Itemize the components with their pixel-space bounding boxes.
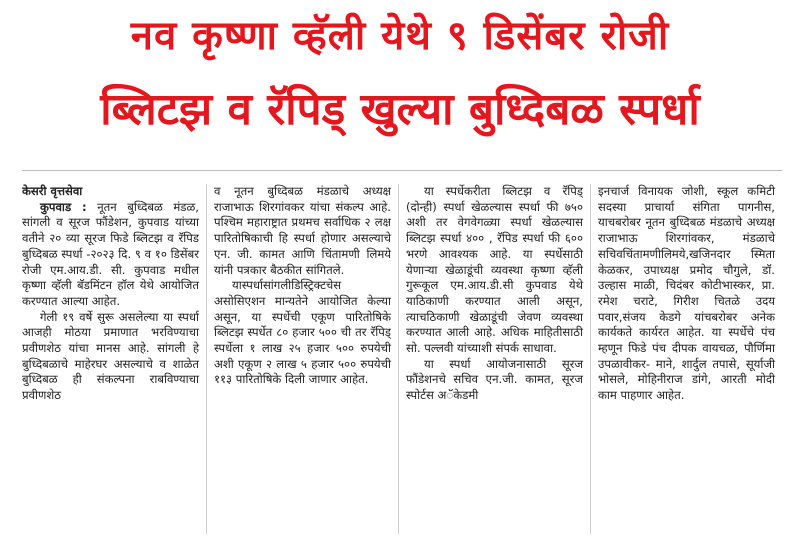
paragraph-text: नूतन बुध्दिबळ मंडळ, सांगली व सूरज फौंडेशन, कुपवाड यांच्या वतीने २० व्या सूरज फिडे ब्लिटझ व रॅपिड बुध्दिबळ स्पर्धा -२०२३ दि. ९ व १० डिसेंबर रोजी एम.आय.डी. सी. कुपवाड मधील कृष्णा व्हॅली बॅडमिंटन हॉल येथे आयोजित करण्यात आल्या आहेत. bbox=[22, 199, 199, 308]
dateline: कुपवाड : bbox=[40, 199, 87, 214]
article-paragraph bbox=[22, 200, 199, 310]
article-paragraph: इनचार्ज विनायक जोशी, स्कूल कमिटी सदस्या प्राचार्या संगिता पागनीस, याचबरोबर नूतन बुध्दिबळ मंडळाचे अध्यक्ष राजाभाऊ शिरगांवकर, मंडळाचे सचिवचिंतामणीलिमये,खजिनदार स्मिता केळकर, उपाध्यक्ष प्रमोद चौगुले, डॉ. उल्हास माळी, चिदंबर कोटीभास्कर, प्रा. रमेश चराटे, गिरीश चितळे उदय पवार,संजय केडगे यांचबरोबर अनेक कार्यकते कार्यरत आहेत. या स्पर्धेचे पंच म्हणून फिडे पंच दीपक वायचळ, पौर्णिमा उपळावीकर- माने, शार्दुल तपासे, सूर्याजी भोसले, मोहिनीराज डांगे, आरती मोदी काम पाहणार आहेत. bbox=[598, 184, 775, 403]
article-paragraph: यास्पर्धासांगलीडिस्ट्रिक्टचेस असोसिएशन मान्यतेने आयोजित केल्या असून, या स्पर्धेची एकूण पारितोषिके ब्लिटझ स्पर्धेत ८० हजार ५०० ची तर रॅपिड् स्पर्धेला १ लाख २५ हजार ५०० रुपयेची अशी एकूण २ लाख ५ हजार ५०० रुपयेची ११३ पारितोषिके दिली जाणार आहेत. bbox=[214, 278, 391, 387]
article-column-4 bbox=[590, 184, 782, 534]
headline-divider bbox=[22, 170, 782, 171]
article-column-1 bbox=[22, 184, 206, 534]
article-paragraph: व नूतन बुध्दिबळ मंडळाचे अध्यक्ष राजाभाऊ शिरगांवकर यांचा संकल्प आहे. पश्चिम महाराष्ट्रात प्रथमच सर्वाधिक २ लक्ष पारितोषिकाची हि स्पर्धा होणार असल्याचे एन. जी. कामत आणि चिंतामणी लिमये यांनी पत्रकार बैठकीत सांगितले. bbox=[214, 184, 391, 277]
article-column-2 bbox=[206, 184, 398, 534]
article-paragraph: या स्पर्धा आयोजनासाठी सूरज फौंडेशनचे सचिव एन.जी. कामत, सूरज स्पोर्टस अॅकेडमी bbox=[406, 356, 583, 403]
article-body bbox=[22, 184, 782, 534]
article-paragraph: या स्पर्धेकरीता ब्लिटझ व रॅपिड् (दोन्ही) स्पर्धा खेळल्यास स्पर्धा फी ७५० अशी तर वेगवेगळ्या स्पर्धा खेळल्यास ब्लिटझ स्पर्धा ४०० , रॅपिड स्पर्धा फी ६०० भरणे आवश्यक आहे. या स्पर्धेसाठी येणाऱ्या खेळाडूंची व्यवस्था कृष्णा व्हॅली गुरूकूल एम.आय.डी.सी कुपवाड येथे याठिकाणी करण्यात आली असून, त्याचठिकाणी खेळाडूंची जेवण व्यवस्था करण्यात आली आहे. अधिक माहितीसाठी सो. पल्लवी यांच्याशी संपर्क साधावा. bbox=[406, 184, 583, 356]
byline: केसरी वृत्तसेवा bbox=[22, 184, 83, 198]
headline-line-2: ब्लिटझ व रॅपिड् खुल्या बुध्दिबळ स्पर्धा bbox=[100, 84, 700, 135]
article-column-3 bbox=[398, 184, 590, 534]
headline-line-1: नव कृष्णा व्हॅली येथे ९ डिसेंबर रोजी bbox=[130, 13, 670, 59]
article-paragraph: गेली १९ वर्षे सुरू असलेल्या या स्पर्धा आजही मोठया प्रमाणात भरविण्याचा प्रवीणशेठ यांचा मानस आहे. सांगली हे बुध्दिबळाचे माहेरघर असल्याचे व शाळेत बुध्दिबळ ही संकल्पना राबविण्याचा प्रवीणशेठ bbox=[22, 309, 199, 403]
